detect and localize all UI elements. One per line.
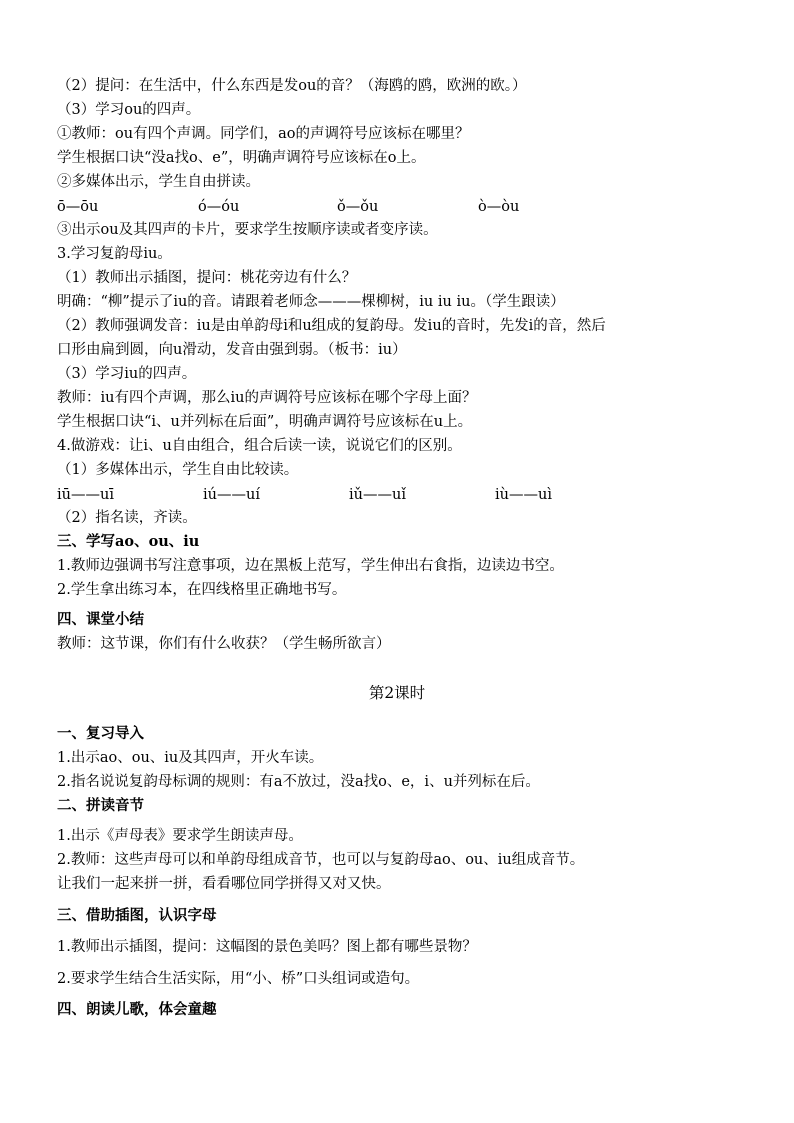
text-line: 教师：这节课，你们有什么收获？（学生畅所欲言） <box>57 636 391 652</box>
section-heading: 四、朗读儿歌，体会童趣 <box>57 1001 217 1018</box>
text-line: （2）教师强调发音：iu是由单韵母i和u组成的复韵母。发iu的音时，先发i的音，然后 <box>57 318 606 334</box>
text-line: 学生根据口诀“i、u并列标在后面”，明确声调符号应该标在u上。 <box>57 414 473 430</box>
iu-tone-4: iù——uì <box>495 487 552 503</box>
ou-tone-4: ò—òu <box>478 199 520 215</box>
iu-tone-2: iú——uí <box>203 487 260 503</box>
text-line: 教师：iu有四个声调，那么iu的声调符号应该标在哪个字母上面？ <box>57 390 477 406</box>
lesson-title: 第2课时 <box>368 684 426 702</box>
section-heading: 三、借助插图，认识字母 <box>57 907 217 924</box>
text-line: 1.出示《声母表》要求学生朗读声母。 <box>57 828 303 844</box>
section-heading: 三、学写ao、ou、iu <box>57 533 200 550</box>
text-line: 3.学习复韵母iu。 <box>57 246 172 262</box>
iu-tone-1: iū——uī <box>57 487 114 503</box>
text-line: （2）指名读，齐读。 <box>57 510 197 526</box>
text-line: （1）多媒体出示，学生自由比较读。 <box>57 462 299 478</box>
section-heading: 一、复习导入 <box>57 725 144 742</box>
text-line: ③出示ou及其四声的卡片，要求学生按顺序读或者变序读。 <box>57 222 438 238</box>
text-line: 1.出示ao、ou、iu及其四声，开火车读。 <box>57 750 324 766</box>
text-line: （2）提问：在生活中，什么东西是发ou的音？（海鸥的鸥，欧洲的欧。） <box>57 78 527 94</box>
text-line: （3）学习ou的四声。 <box>57 102 201 118</box>
text-line: 4.做游戏：让i、u自由组合，组合后读一读，说说它们的区别。 <box>57 438 462 454</box>
text-line: ②多媒体出示，学生自由拼读。 <box>57 174 260 190</box>
text-line: 2.教师：这些声母可以和单韵母组成音节，也可以与复韵母ao、ou、iu组成音节。 <box>57 852 585 868</box>
text-line: 1.教师边强调书写注意事项，边在黑板上范写，学生伸出右食指，边读边书空。 <box>57 558 564 574</box>
text-line: 学生根据口诀“没a找o、e”，明确声调符号应该标在o上。 <box>57 150 426 166</box>
text-line: 明确：“柳”提示了iu的音。请跟着老师念———棵柳树，iu iu iu。（学生跟读） <box>57 294 565 310</box>
text-line: 让我们一起来拼一拼，看看哪位同学拼得又对又快。 <box>57 876 391 892</box>
ou-tone-3: ǒ—ǒu <box>337 199 379 215</box>
text-line: （3）学习iu的四声。 <box>57 366 197 382</box>
text-line: 1.教师出示插图，提问：这幅图的景色美吗？图上都有哪些景物？ <box>57 939 477 955</box>
text-line: ①教师：ou有四个声调。同学们，ao的声调符号应该标在哪里？ <box>57 126 470 142</box>
ou-tone-2: ó—óu <box>198 199 240 215</box>
section-heading: 四、课堂小结 <box>57 611 144 628</box>
text-line: 2.指名说说复韵母标调的规则：有a不放过，没a找o、e，i、u并列标在后。 <box>57 774 540 790</box>
iu-tone-3: iǔ——uǐ <box>349 487 406 503</box>
text-line: 口形由扁到圆，向u滑动，发音由强到弱。（板书：iu） <box>57 342 407 358</box>
section-heading: 二、拼读音节 <box>57 797 144 814</box>
text-line: 2.学生拿出练习本，在四线格里正确地书写。 <box>57 582 347 598</box>
text-line: （1）教师出示插图，提问：桃花旁边有什么？ <box>57 270 357 286</box>
ou-tone-1: ō—ōu <box>57 199 99 215</box>
text-line: 2.要求学生结合生活实际，用“小、桥”口头组词或造句。 <box>57 971 420 987</box>
